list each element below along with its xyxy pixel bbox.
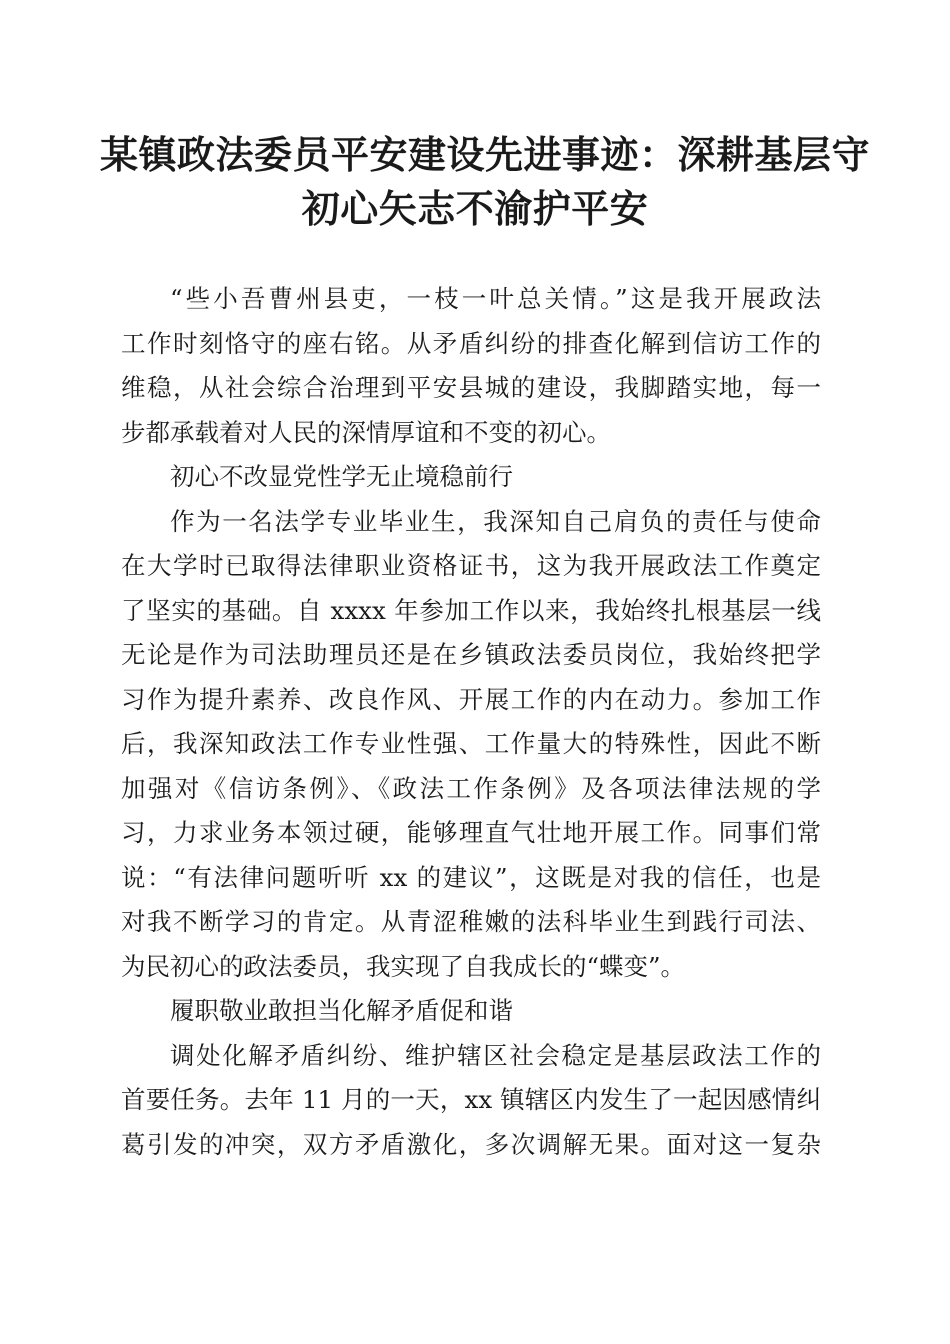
paragraph-line: 加强对《信访条例》、《政法工作条例》及各项法律法规的学 bbox=[121, 773, 821, 803]
section-heading-text: 初心不改显党性学无止境稳前行 bbox=[170, 462, 513, 491]
paragraph-line: 了坚实的基础。自 xxxx 年参加工作以来，我始终扎根基层一线 bbox=[121, 595, 821, 625]
paragraph-line: 在大学时已取得法律职业资格证书，这为我开展政法工作奠定 bbox=[121, 551, 821, 580]
paragraph-line: 步都承载着对人民的深情厚谊和不变的初心。 bbox=[121, 417, 611, 447]
paragraph bbox=[121, 500, 821, 990]
paragraph-line: 后，我深知政法工作专业性强、工作量大的特殊性，因此不断 bbox=[121, 729, 821, 758]
paragraph-line: 工作时刻恪守的座右铭。从矛盾纠纷的排查化解到信访工作的 bbox=[121, 328, 821, 358]
paragraph-line: 习，力求业务本领过硬，能够理直气壮地开展工作。同事们常 bbox=[121, 818, 821, 847]
title-line: 某镇政法委员平安建设先进事迹：深耕基层守 bbox=[100, 132, 871, 177]
paragraph-line: 说：“有法律问题听听 xx 的建议”，这既是对我的信任，也是 bbox=[121, 862, 821, 892]
paragraph-line: 维稳，从社会综合治理到平安县城的建设，我脚踏实地，每一 bbox=[121, 373, 821, 402]
paragraph-line: 首要任务。去年 11 月的一天，xx 镇辖区内发生了一起因感情纠 bbox=[121, 1085, 821, 1114]
section-heading-text: 履职敬业敢担当化解矛盾促和谐 bbox=[170, 996, 513, 1025]
paragraph-line: 作为一名法学专业毕业生，我深知自己肩负的责任与使命 bbox=[170, 506, 821, 536]
title-line: 初心矢志不渝护平安 bbox=[301, 186, 649, 231]
paragraph-line: 习作为提升素养、改良作风、开展工作的内在动力。参加工作 bbox=[121, 684, 821, 714]
paragraph-line: 对我不断学习的肯定。从青涩稚嫩的法科毕业生到践行司法、 bbox=[121, 907, 821, 936]
paragraph bbox=[121, 277, 821, 455]
document-title bbox=[100, 128, 871, 236]
paragraph-line: 葛引发的冲突，双方矛盾激化，多次调解无果。面对这一复杂 bbox=[121, 1129, 821, 1159]
section-heading bbox=[121, 455, 821, 500]
paragraph-line: 调处化解矛盾纠纷、维护辖区社会稳定是基层政法工作的 bbox=[170, 1040, 821, 1070]
paragraph-line: 为民初心的政法委员，我实现了自我成长的“蝶变”。 bbox=[121, 951, 686, 981]
paragraph-line: “些小吾曹州县吏，一枝一叶总关情。”这是我开展政法 bbox=[170, 284, 821, 313]
paragraph-line: 无论是作为司法助理员还是在乡镇政法委员岗位，我始终把学 bbox=[121, 640, 821, 669]
paragraph bbox=[121, 1034, 821, 1168]
document-body bbox=[121, 277, 821, 1167]
section-heading bbox=[121, 989, 821, 1034]
